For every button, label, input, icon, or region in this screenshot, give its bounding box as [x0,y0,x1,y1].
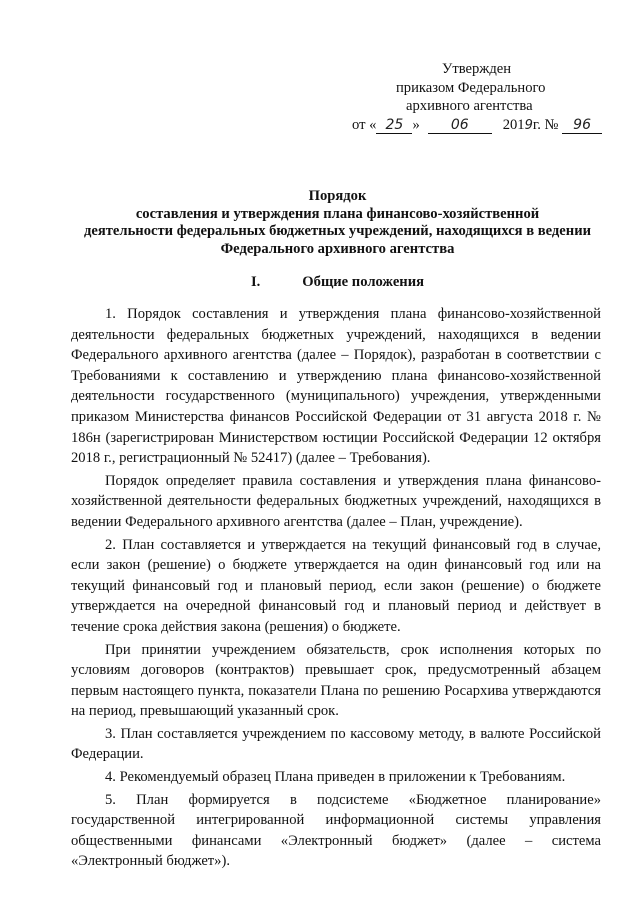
title-line-2: составления и утверждения плана финансово-хозяйственной [135,205,540,222]
document-title [60,188,615,258]
year-suffix: г. № [532,116,559,133]
title-line-3: деятельности федеральных бюджетных учреждений, находящихся в ведении [83,223,592,239]
approval-date-line [352,116,602,135]
handwritten-day: 25 [376,117,412,134]
handwritten-order-number: 96 [562,117,602,134]
title-line-1: Порядок [308,188,367,204]
paragraph-6: 4. Рекомендуемый образец Плана приведен в приложении к Требованиям. [105,769,566,786]
paragraph-2: Порядок определяет правила составления и утверждения плана финансово-хозяйственной деятельности федеральных бюджетных учреждений, находящихся в ведении Федерального архивного агентства (далее – План, учреждение). [71,472,601,530]
paragraph-5: 3. План составляется учреждением по кассовому методу, в валюте Российской Федерации. [71,725,601,763]
section-heading [60,274,615,291]
handwritten-month: 06 [428,117,492,134]
approval-line-agency: архивного агентства [406,98,533,114]
section-title: Общие положения [302,274,425,290]
handwritten-year-digit: 9 [524,117,533,133]
year-prefix: 201 [502,116,525,133]
paragraph-7: 5. План формируется в подсистеме «Бюджетное планирование» государственной интегрированной информационной системы управления общественными финансами «Электронный бюджет» (далее – система «Электронный бюджет»). [71,791,601,870]
approval-line-order: приказом Федерального [396,79,546,96]
approval-line-approved: Утвержден [442,61,512,77]
title-line-4: Федерального архивного агентства [220,240,455,257]
date-prefix: от « [352,116,377,133]
paragraph-1: 1. Порядок составления и утверждения плана финансово-хозяйственной деятельности федеральных бюджетных учреждений, находящихся в ведении Федерального архивного агентства (далее – Порядок), разработан в соответствии с Требованиями к составлению и утверждению плана финансово-хозяйственной деятельности государственного (муниципального) учреждения, утвержденными приказом Министерства финансов Российской Федерации от 31 августа 2018 г. № 186н (зарегистрирован Министерством юстиции Российской Федерации 12 октября 2018 г., регистрационный № 52417) (далее – Требования). [71,306,601,467]
date-mid: » [412,116,420,133]
approval-block [352,60,602,134]
document-body [71,304,601,874]
section-number: I. [250,274,261,290]
paragraph-4: При принятии учреждением обязательств, срок исполнения которых по условиям договоров (контрактов) превышает срок, предусмотренный абзацем первым настоящего пункта, показатели Плана по решению Росархива утверждаются на период, превышающий указанный срок. [71,641,601,720]
paragraph-3: 2. План составляется и утверждается на текущий финансовый год в случае, если закон (решение) о бюджете утверждается на один финансовый год или на текущий финансовый год и плановый период, если закон (решение) о бюджете утверждается на очередной финансовый год и плановый период и действует в течение срока действия закона (решения) о бюджете. [71,536,601,635]
